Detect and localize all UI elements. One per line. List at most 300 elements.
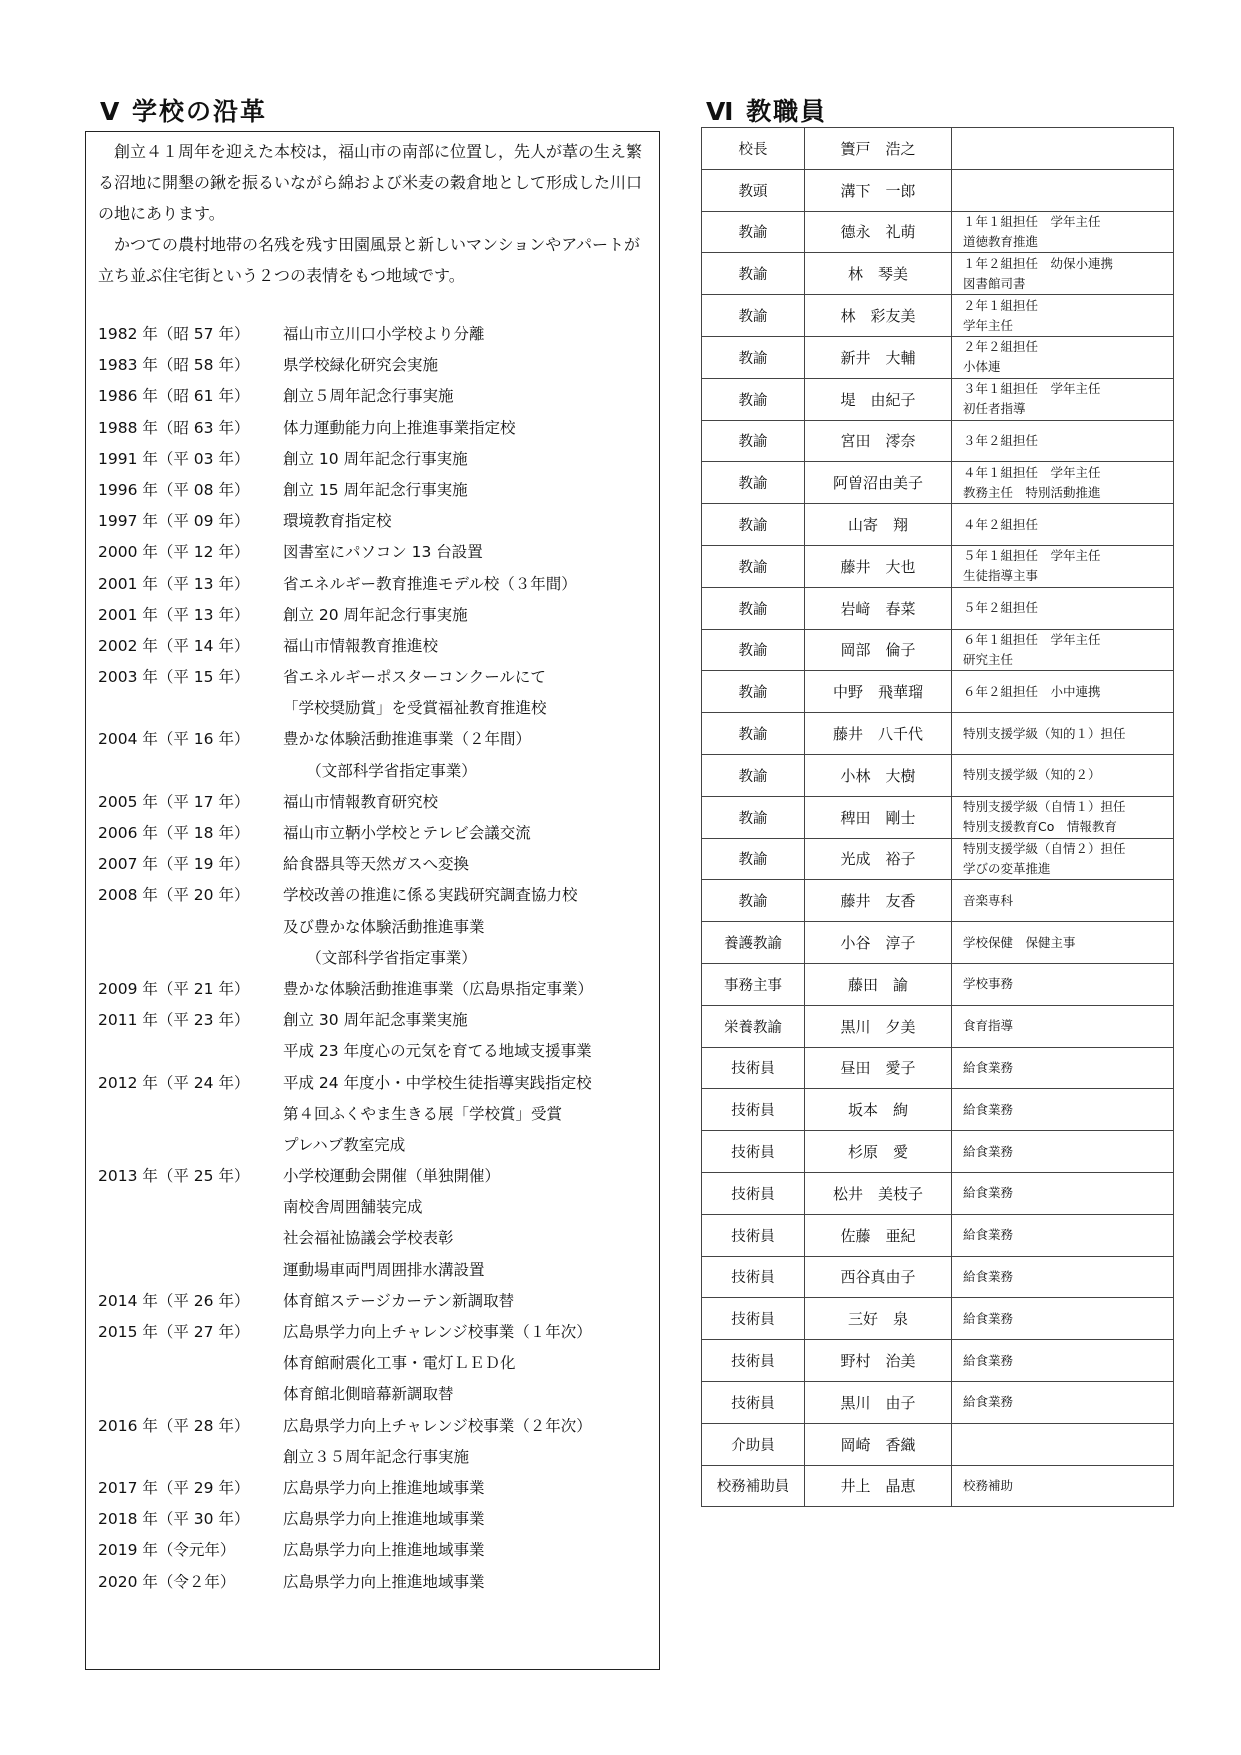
timeline-year: 2015 年（平 27 年）	[98, 1323, 250, 1341]
timeline-entry	[98, 1036, 658, 1067]
timeline-year: 2009 年（平 21 年）	[98, 979, 250, 998]
timeline-year	[98, 693, 283, 724]
staff-duty-line: 給食業務	[963, 1143, 1014, 1159]
staff-duty-line: ５年２組担任	[963, 600, 1039, 616]
timeline-entry	[98, 1504, 658, 1535]
timeline-event: 平成 23 年度心の元気を育てる地域支援事業	[283, 1042, 592, 1061]
timeline-year: 2002 年（平 14 年）	[98, 636, 250, 655]
staff-row	[702, 671, 1174, 713]
staff-duty-line: 特別支援教育Co 情報教育	[963, 819, 1117, 835]
timeline-entry	[98, 1068, 658, 1099]
timeline-event: （文部科学省指定事業）	[283, 948, 477, 967]
staff-duty	[952, 462, 1174, 504]
staff-duty-line: 給食業務	[963, 1394, 1014, 1410]
staff-duty	[952, 169, 1174, 211]
staff-role: 教諭	[702, 545, 805, 587]
staff-duty-line: 食育指導	[963, 1018, 1014, 1034]
timeline-event: （文部科学省指定事業）	[283, 761, 477, 780]
staff-section-title: Ⅵ 教職員	[706, 97, 828, 126]
timeline-year: 2007 年（平 19 年）	[98, 855, 250, 874]
timeline-entry	[98, 475, 658, 506]
staff-duty-line: 生徒指導主事	[963, 568, 1039, 584]
staff-duty-line: 特別支援学級（自情１）担任	[963, 799, 1126, 815]
staff-name: 昼田 愛子	[805, 1047, 952, 1089]
timeline-year: 2011 年（平 23 年）	[98, 1011, 250, 1030]
history-box	[85, 131, 660, 1670]
staff-row	[702, 462, 1174, 504]
timeline-event: 福山市立鞆小学校とテレビ会議交流	[283, 824, 531, 842]
timeline-year: 2006 年（平 18 年）	[98, 824, 250, 842]
timeline-entry	[98, 319, 658, 350]
staff-row	[702, 295, 1174, 337]
staff-row	[702, 253, 1174, 295]
timeline-year: 1991 年（平 03 年）	[98, 449, 250, 468]
timeline-year: 2019 年（令元年）	[98, 1541, 236, 1560]
staff-duty	[952, 1047, 1174, 1089]
timeline-event: 社会福祉協議会学校表彰	[283, 1229, 454, 1248]
timeline-event: 環境教育指定校	[283, 512, 392, 531]
staff-name: 山寄 翔	[805, 504, 952, 546]
intro-paragraph: かつての農村地帯の名残を残す田園風景と新しいマンションやアパートが立ち並ぶ住宅街という２つの表情をもつ地域です。	[98, 235, 641, 285]
staff-duty	[952, 880, 1174, 922]
timeline-entry	[98, 506, 658, 537]
staff-row	[702, 629, 1174, 671]
staff-role: 介助員	[702, 1423, 805, 1465]
staff-duty-line: 学年主任	[963, 317, 1014, 333]
staff-duty	[952, 838, 1174, 880]
staff-role: 技術員	[702, 1131, 805, 1173]
staff-name: 藤井 大也	[805, 545, 952, 587]
staff-row	[702, 169, 1174, 211]
staff-row	[702, 378, 1174, 420]
timeline-event: 平成 24 年度小・中学校生徒指導実践指定校	[283, 1073, 592, 1092]
staff-role: 養護教諭	[702, 922, 805, 964]
timeline-entry	[98, 350, 658, 381]
staff-row	[702, 128, 1174, 170]
timeline-event: 創立 15 周年記念行事実施	[283, 480, 468, 499]
staff-name: 簀戸 浩之	[805, 128, 952, 170]
timeline-entry	[98, 1411, 658, 1442]
staff-duty-line: 道徳教育推進	[963, 233, 1039, 249]
timeline-year: 2004 年（平 16 年）	[98, 730, 250, 749]
staff-row	[702, 1423, 1174, 1465]
timeline-event: 創立 20 周年記念行事実施	[283, 605, 468, 624]
staff-role: 教諭	[702, 336, 805, 378]
staff-duty	[952, 211, 1174, 253]
staff-role: 教諭	[702, 838, 805, 880]
staff-duty	[952, 1005, 1174, 1047]
staff-duty-line: １年１組担任 学年主任	[963, 213, 1101, 229]
timeline-event: 給食器具等天然ガスへ変換	[283, 855, 470, 874]
staff-duty-line: 学校保健 保健主事	[963, 934, 1076, 950]
timeline-event: 図書室にパソコン 13 台設置	[283, 543, 483, 562]
timeline-entry	[98, 1255, 658, 1286]
staff-duty	[952, 504, 1174, 546]
staff-duty-line: 学校事務	[963, 976, 1014, 992]
staff-duty	[952, 754, 1174, 796]
staff-role: 技術員	[702, 1214, 805, 1256]
staff-name: 小谷 淳子	[805, 922, 952, 964]
history-section-title: Ⅴ 学校の沿革	[100, 97, 268, 126]
staff-table	[701, 127, 1174, 1507]
timeline-year: 2001 年（平 13 年）	[98, 605, 250, 624]
staff-name: 藤井 八千代	[805, 713, 952, 755]
timeline-entry	[98, 537, 658, 568]
staff-duty-line: １年２組担任 幼保小連携	[963, 255, 1114, 271]
staff-name: 藤田 諭	[805, 963, 952, 1005]
staff-row	[702, 504, 1174, 546]
timeline-entry	[98, 787, 658, 818]
timeline-year	[98, 1223, 283, 1254]
timeline-event: 広島県学力向上チャレンジ校事業（１年次）	[283, 1323, 592, 1341]
staff-row	[702, 1256, 1174, 1298]
timeline-entry	[98, 1442, 658, 1473]
staff-duty-line: 特別支援学級（知的１）担任	[963, 725, 1126, 741]
timeline-event: 創立 10 周年記念行事実施	[283, 449, 468, 468]
staff-role: 栄養教諭	[702, 1005, 805, 1047]
staff-duty-line: ２年２組担任	[963, 339, 1039, 355]
staff-row	[702, 1214, 1174, 1256]
staff-duty	[952, 128, 1174, 170]
timeline-entry	[98, 724, 658, 755]
timeline-entry	[98, 631, 658, 662]
staff-name: 佐藤 亜紀	[805, 1214, 952, 1256]
timeline-year	[98, 1255, 283, 1286]
staff-name: 中野 飛華瑠	[805, 671, 952, 713]
timeline-entry	[98, 1192, 658, 1223]
staff-role: 教諭	[702, 754, 805, 796]
staff-name: 德永 礼萌	[805, 211, 952, 253]
staff-row	[702, 1465, 1174, 1507]
staff-role: 技術員	[702, 1089, 805, 1131]
timeline-year: 2018 年（平 30 年）	[98, 1510, 250, 1529]
staff-role: 教諭	[702, 462, 805, 504]
timeline-event: 豊かな体験活動推進事業（２年間）	[283, 730, 532, 749]
timeline-year: 1986 年（昭 61 年）	[98, 387, 250, 406]
staff-duty	[952, 1256, 1174, 1298]
timeline-year	[98, 1036, 283, 1067]
staff-duty	[952, 963, 1174, 1005]
staff-name: 杉原 愛	[805, 1131, 952, 1173]
timeline-entry	[98, 444, 658, 475]
staff-name: 稗田 剛士	[805, 796, 952, 838]
staff-duty	[952, 1172, 1174, 1214]
staff-role: 教諭	[702, 796, 805, 838]
staff-duty-line: 図書館司書	[963, 275, 1026, 291]
staff-duty-line: 給食業務	[963, 1268, 1014, 1284]
timeline-entry	[98, 1286, 658, 1317]
staff-name: 西谷真由子	[805, 1256, 952, 1298]
timeline-event: 運動場車両門周囲排水溝設置	[283, 1260, 485, 1279]
staff-row	[702, 796, 1174, 838]
timeline-year: 1997 年（平 09 年）	[98, 512, 250, 531]
timeline-event: 創立５周年記念行事実施	[283, 387, 454, 406]
staff-duty	[952, 1089, 1174, 1131]
timeline-entry	[98, 1535, 658, 1566]
staff-role: 教諭	[702, 211, 805, 253]
staff-name: 松井 美枝子	[805, 1172, 952, 1214]
timeline-year: 2016 年（平 28 年）	[98, 1416, 250, 1435]
staff-row	[702, 922, 1174, 964]
intro-paragraph: 創立４１周年を迎えた本校は，福山市の南部に位置し，先人が葦の生え繁る沼地に開墾の鍬を振るいながら綿および米麦の穀倉地として形成した川口の地にあります。	[98, 142, 643, 223]
timeline-year: 2000 年（平 12 年）	[98, 543, 250, 562]
timeline-event: 広島県学力向上推進地域事業	[283, 1510, 485, 1529]
staff-name: 小林 大樹	[805, 754, 952, 796]
staff-duty-line: 小体連	[963, 359, 1001, 375]
timeline-event: 体力運動能力向上推進事業指定校	[283, 418, 516, 437]
staff-role: 校務補助員	[702, 1465, 805, 1507]
staff-name: 岩﨑 春菜	[805, 587, 952, 629]
staff-role: 技術員	[702, 1047, 805, 1089]
staff-role: 教諭	[702, 378, 805, 420]
staff-row	[702, 587, 1174, 629]
timeline-event: 体育館北側暗幕新調取替	[283, 1385, 454, 1404]
timeline-year: 2017 年（平 29 年）	[98, 1478, 250, 1497]
timeline-year: 2012 年（平 24 年）	[98, 1073, 250, 1092]
timeline-entry	[98, 818, 658, 849]
staff-name: 阿曽沼由美子	[805, 462, 952, 504]
staff-duty-line: 特別支援学級（知的２）	[963, 767, 1101, 783]
staff-duty-line: 特別支援学級（自情２）担任	[963, 840, 1126, 856]
timeline-entry	[98, 1473, 658, 1504]
timeline-year: 2001 年（平 13 年）	[98, 574, 250, 593]
staff-duty	[952, 796, 1174, 838]
timeline-entry	[98, 880, 658, 911]
staff-row	[702, 754, 1174, 796]
staff-row	[702, 211, 1174, 253]
timeline-event: 福山市情報教育研究校	[283, 792, 439, 811]
staff-duty-line: 校務補助	[963, 1477, 1014, 1493]
staff-duty-line: 音楽専科	[963, 892, 1014, 908]
staff-name: 林 彩友美	[805, 295, 952, 337]
timeline-entry	[98, 1161, 658, 1192]
timeline-entry	[98, 849, 658, 880]
staff-name: 黒川 由子	[805, 1381, 952, 1423]
staff-row	[702, 880, 1174, 922]
timeline-year	[98, 912, 283, 943]
staff-name: 野村 治美	[805, 1340, 952, 1382]
staff-duty-line: ３年１組担任 学年主任	[963, 381, 1101, 397]
staff-name: 三好 泉	[805, 1298, 952, 1340]
staff-duty-line: 研究主任	[963, 651, 1014, 667]
staff-duty	[952, 1381, 1174, 1423]
staff-role: 教諭	[702, 504, 805, 546]
staff-name: 坂本 絢	[805, 1089, 952, 1131]
staff-name: 光成 裕子	[805, 838, 952, 880]
staff-duty-line: ４年１組担任 学年主任	[963, 464, 1101, 480]
timeline-event: 福山市立川口小学校より分離	[283, 325, 485, 343]
staff-duty	[952, 545, 1174, 587]
staff-duty	[952, 1465, 1174, 1507]
staff-duty-line: 初任者指導	[963, 401, 1026, 417]
timeline-event: 省エネルギーポスターコンクールにて	[283, 668, 546, 687]
staff-row	[702, 1089, 1174, 1131]
staff-duty	[952, 1298, 1174, 1340]
timeline-year: 2008 年（平 20 年）	[98, 886, 250, 905]
timeline-year: 1982 年（昭 57 年）	[98, 325, 250, 343]
staff-duty	[952, 671, 1174, 713]
staff-name: 宮田 澪奈	[805, 420, 952, 462]
staff-duty-line: 学びの変革推進	[963, 860, 1051, 876]
timeline-year: 1988 年（昭 63 年）	[98, 418, 250, 437]
timeline-event: 創立３５周年記念行事実施	[283, 1447, 470, 1466]
staff-role: 技術員	[702, 1256, 805, 1298]
staff-role: 技術員	[702, 1340, 805, 1382]
timeline-event: 広島県学力向上推進地域事業	[283, 1541, 485, 1560]
staff-role: 教諭	[702, 420, 805, 462]
timeline-event: 及び豊かな体験活動推進事業	[283, 917, 485, 936]
timeline-event: 第４回ふくやま生きる展「学校賞」受賞	[283, 1104, 563, 1123]
timeline-event: 「学校奨励賞」を受賞福祉教育推進校	[283, 699, 547, 718]
staff-name: 岡部 倫子	[805, 629, 952, 671]
staff-duty	[952, 629, 1174, 671]
staff-duty	[952, 587, 1174, 629]
staff-row	[702, 420, 1174, 462]
timeline-event: 広島県学力向上チャレンジ校事業（２年次）	[283, 1416, 592, 1435]
staff-duty	[952, 420, 1174, 462]
staff-name: 藤井 友香	[805, 880, 952, 922]
timeline-year: 1983 年（昭 58 年）	[98, 356, 250, 375]
history-timeline	[98, 319, 658, 1598]
timeline-entry	[98, 1317, 658, 1348]
staff-duty-line: ６年２組担任 小中連携	[963, 683, 1101, 699]
staff-duty-line: ２年１組担任	[963, 297, 1039, 313]
timeline-year	[98, 943, 283, 974]
timeline-event: 豊かな体験活動推進事業（広島県指定事業）	[283, 979, 594, 998]
timeline-entry	[98, 974, 658, 1005]
timeline-entry	[98, 413, 658, 444]
staff-duty	[952, 378, 1174, 420]
timeline-event: 小学校運動会開催（単独開催）	[283, 1167, 501, 1186]
staff-row	[702, 1005, 1174, 1047]
staff-duty-line: 教務主任 特別活動推進	[963, 484, 1101, 500]
staff-role: 教諭	[702, 629, 805, 671]
timeline-entry	[98, 381, 658, 412]
staff-row	[702, 838, 1174, 880]
staff-role: 教諭	[702, 671, 805, 713]
staff-duty-line: ６年１組担任 学年主任	[963, 631, 1101, 647]
timeline-entry	[98, 1379, 658, 1410]
staff-role: 教諭	[702, 587, 805, 629]
timeline-entry	[98, 756, 658, 787]
staff-role: 教諭	[702, 713, 805, 755]
staff-row	[702, 1172, 1174, 1214]
timeline-year	[98, 756, 283, 787]
staff-duty-line: ３年２組担任	[963, 432, 1039, 448]
timeline-year	[98, 1099, 283, 1130]
staff-name: 岡崎 香織	[805, 1423, 952, 1465]
timeline-year: 2020 年（令２年）	[98, 1572, 236, 1591]
staff-name: 新井 大輔	[805, 336, 952, 378]
staff-row	[702, 1381, 1174, 1423]
staff-row	[702, 1340, 1174, 1382]
timeline-entry	[98, 1567, 658, 1598]
timeline-year: 2013 年（平 25 年）	[98, 1167, 250, 1186]
staff-duty-line: 給食業務	[963, 1101, 1014, 1117]
staff-row	[702, 713, 1174, 755]
staff-duty-line: 給食業務	[963, 1227, 1014, 1243]
staff-role: 教諭	[702, 880, 805, 922]
timeline-event: 学校改善の推進に係る実践研究調査協力校	[283, 886, 578, 905]
timeline-year: 2003 年（平 15 年）	[98, 668, 250, 687]
staff-role: 校長	[702, 128, 805, 170]
timeline-year	[98, 1379, 283, 1410]
staff-duty	[952, 336, 1174, 378]
staff-row	[702, 1047, 1174, 1089]
staff-role: 教頭	[702, 169, 805, 211]
staff-row	[702, 336, 1174, 378]
staff-row	[702, 1298, 1174, 1340]
timeline-event: 体育館耐震化工事・電灯ＬＥＤ化	[283, 1354, 516, 1373]
staff-duty	[952, 1423, 1174, 1465]
timeline-event: 創立 30 周年記念事業実施	[283, 1011, 468, 1030]
timeline-year	[98, 1348, 283, 1379]
timeline-entry	[98, 1130, 658, 1161]
staff-name: 井上 晶恵	[805, 1465, 952, 1507]
timeline-event: プレハブ教室完成	[283, 1135, 406, 1154]
timeline-event: 福山市情報教育推進校	[283, 636, 439, 655]
timeline-entry	[98, 943, 658, 974]
staff-role: 技術員	[702, 1298, 805, 1340]
staff-duty-line: 給食業務	[963, 1059, 1014, 1075]
staff-duty-line: 給食業務	[963, 1185, 1014, 1201]
timeline-year	[98, 1130, 283, 1161]
timeline-entry	[98, 1348, 658, 1379]
timeline-event: 体育館ステージカーテン新調取替	[283, 1291, 515, 1310]
staff-row	[702, 545, 1174, 587]
timeline-entry	[98, 1099, 658, 1130]
timeline-year	[98, 1442, 283, 1473]
staff-duty	[952, 1131, 1174, 1173]
timeline-event: 省エネルギー教育推進モデル校（３年間）	[283, 574, 577, 593]
staff-duty-line: 給食業務	[963, 1310, 1014, 1326]
staff-duty	[952, 922, 1174, 964]
timeline-entry	[98, 662, 658, 693]
timeline-entry	[98, 1223, 658, 1254]
timeline-year: 1996 年（平 08 年）	[98, 480, 250, 499]
staff-name: 林 琴美	[805, 253, 952, 295]
staff-duty	[952, 713, 1174, 755]
staff-row	[702, 963, 1174, 1005]
timeline-year: 2005 年（平 17 年）	[98, 792, 250, 811]
staff-role: 技術員	[702, 1381, 805, 1423]
timeline-event: 南校舎周囲舗装完成	[283, 1198, 423, 1217]
timeline-year: 2014 年（平 26 年）	[98, 1291, 250, 1310]
staff-duty-line: 給食業務	[963, 1352, 1014, 1368]
timeline-entry	[98, 569, 658, 600]
staff-role: 教諭	[702, 295, 805, 337]
timeline-year	[98, 1192, 283, 1223]
timeline-entry	[98, 912, 658, 943]
timeline-entry	[98, 1005, 658, 1036]
timeline-event: 県学校緑化研究会実施	[283, 356, 439, 375]
timeline-event: 広島県学力向上推進地域事業	[283, 1478, 485, 1497]
timeline-entry	[98, 600, 658, 631]
staff-duty	[952, 295, 1174, 337]
staff-duty	[952, 1214, 1174, 1256]
staff-duty-line: ４年２組担任	[963, 516, 1039, 532]
staff-role: 教諭	[702, 253, 805, 295]
staff-duty	[952, 253, 1174, 295]
timeline-event: 広島県学力向上推進地域事業	[283, 1572, 485, 1591]
staff-name: 黒川 夕美	[805, 1005, 952, 1047]
staff-row	[702, 1131, 1174, 1173]
staff-name: 堤 由紀子	[805, 378, 952, 420]
staff-role: 事務主事	[702, 963, 805, 1005]
staff-name: 溝下 一郎	[805, 169, 952, 211]
timeline-entry	[98, 693, 658, 724]
staff-role: 技術員	[702, 1172, 805, 1214]
